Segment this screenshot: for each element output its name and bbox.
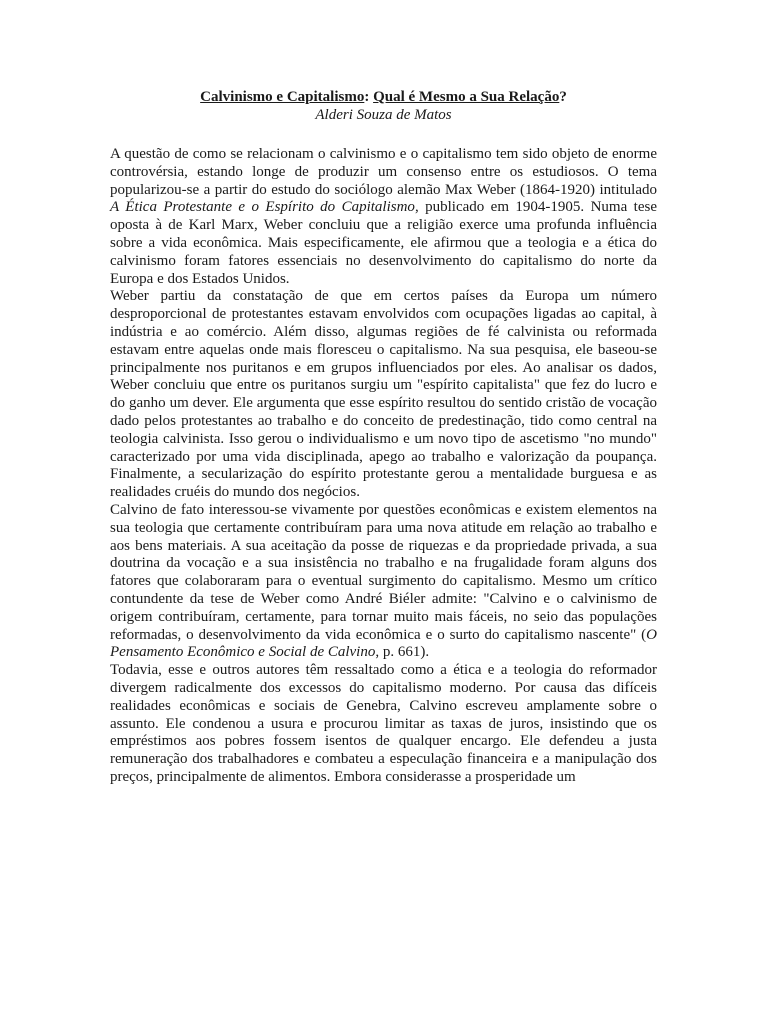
paragraph-2: Weber partiu da constatação de que em certos países da Europa um número desproporcional de protestantes estavam envolvidos com ocupações ligadas ao capital, à indústria e ao comércio. Além disso, algumas regiões de fé calvinista ou reformada estavam entre aquelas onde mais floresceu o capitalismo. Na sua pesquisa, ele baseou-se principalmente nos puritanos e em grupos influenciados por eles. Ao analisar os dados, Weber concluiu que entre os puritanos surgiu um "espírito capitalista" que fez do lucro e do ganho um dever. Ele argumenta que esse espírito resultou do sentido cristão de vocação dado pelos protestantes ao trabalho e do conceito de predestinação, tido como central na teologia calvinista. Isso gerou o individualismo e um novo tipo de ascetismo "no mundo" caracterizado por uma vida disciplinada, apego ao trabalho e valorização da poupança. Finalmente, a secularização do espírito protestante gerou a mentalidade burguesa e as realidades cruéis do mundo dos negócios. xyxy=(110,288,657,501)
document-page xyxy=(110,88,657,787)
title-part-1: Calvinismo e Capitalismo xyxy=(200,89,365,105)
document-author: Alderi Souza de Matos xyxy=(315,107,452,123)
paragraph-3-text-b: , p. 661). xyxy=(375,644,430,661)
title-block xyxy=(110,88,657,124)
paragraph-1-text-a: A questão de como se relacionam o calvinismo e o capitalismo tem sido objeto de enorme controvérsia, estando longe de produzir um consenso entre os estudiosos. O tema popularizou-se a partir do estudo do sociólogo alemão Max Weber (1864-1920) intitulado xyxy=(110,146,657,198)
title-separator: : xyxy=(364,89,374,105)
title-end: ? xyxy=(559,89,567,105)
title-part-2: Qual é Mesmo a Sua Relação xyxy=(373,89,560,105)
paragraph-3-text-a: Calvino de fato interessou-se vivamente por questões econômicas e existem elementos na sua teologia que certamente contribuíram para uma nova atitude em relação ao trabalho e aos bens materiais. A sua aceitação da posse de riquezas e da propriedade privada, a sua doutrina da vocação e a sua insistência no trabalho e na frugalidade foram alguns dos fatores que colaboraram para o eventual surgimento do capitalismo. Mesmo um crítico contundente da tese de Weber como André Biéler admite: "Calvino e o calvinismo de origem contribuíram, certamente, para tornar muito mais fáceis, no seio das populações reformadas, o desenvolvimento da vida econômica e o surto do capitalismo nascente" ( xyxy=(110,501,657,643)
paragraph-1-text-b: , publicado em 1904-1905. Numa tese oposta à de Karl Marx, Weber concluiu que a religião exerce uma profunda influência sobre a vida econômica. Mais especificamente, ele afirmou que a teologia e a ética do calvinismo foram fatores essenciais no desenvolvimento do capitalismo do norte da Europa e dos Estados Unidos. xyxy=(110,199,657,287)
paragraph-1 xyxy=(110,146,657,288)
paragraph-3-book-title: O Pensamento Econômico e Social de Calvino xyxy=(110,626,657,661)
document-title xyxy=(110,88,657,106)
paragraph-4: Todavia, esse e outros autores têm ressaltado como a ética e a teologia do reformador divergem radicalmente dos excessos do capitalismo moderno. Por causa das difíceis realidades econômicas e sociais de Genebra, Calvino escreveu amplamente sobre o assunto. Ele condenou a usura e procurou limitar as taxas de juros, insistindo que os empréstimos aos pobres fossem isentos de qualquer encargo. Ele defendeu a justa remuneração dos trabalhadores e combateu a especulação financeira e a manipulação dos preços, principalmente de alimentos. Embora considerasse a prosperidade um xyxy=(110,662,657,785)
paragraph-1-book-title: A Ética Protestante e o Espírito do Capitalismo xyxy=(110,199,415,216)
paragraph-3 xyxy=(110,502,657,662)
